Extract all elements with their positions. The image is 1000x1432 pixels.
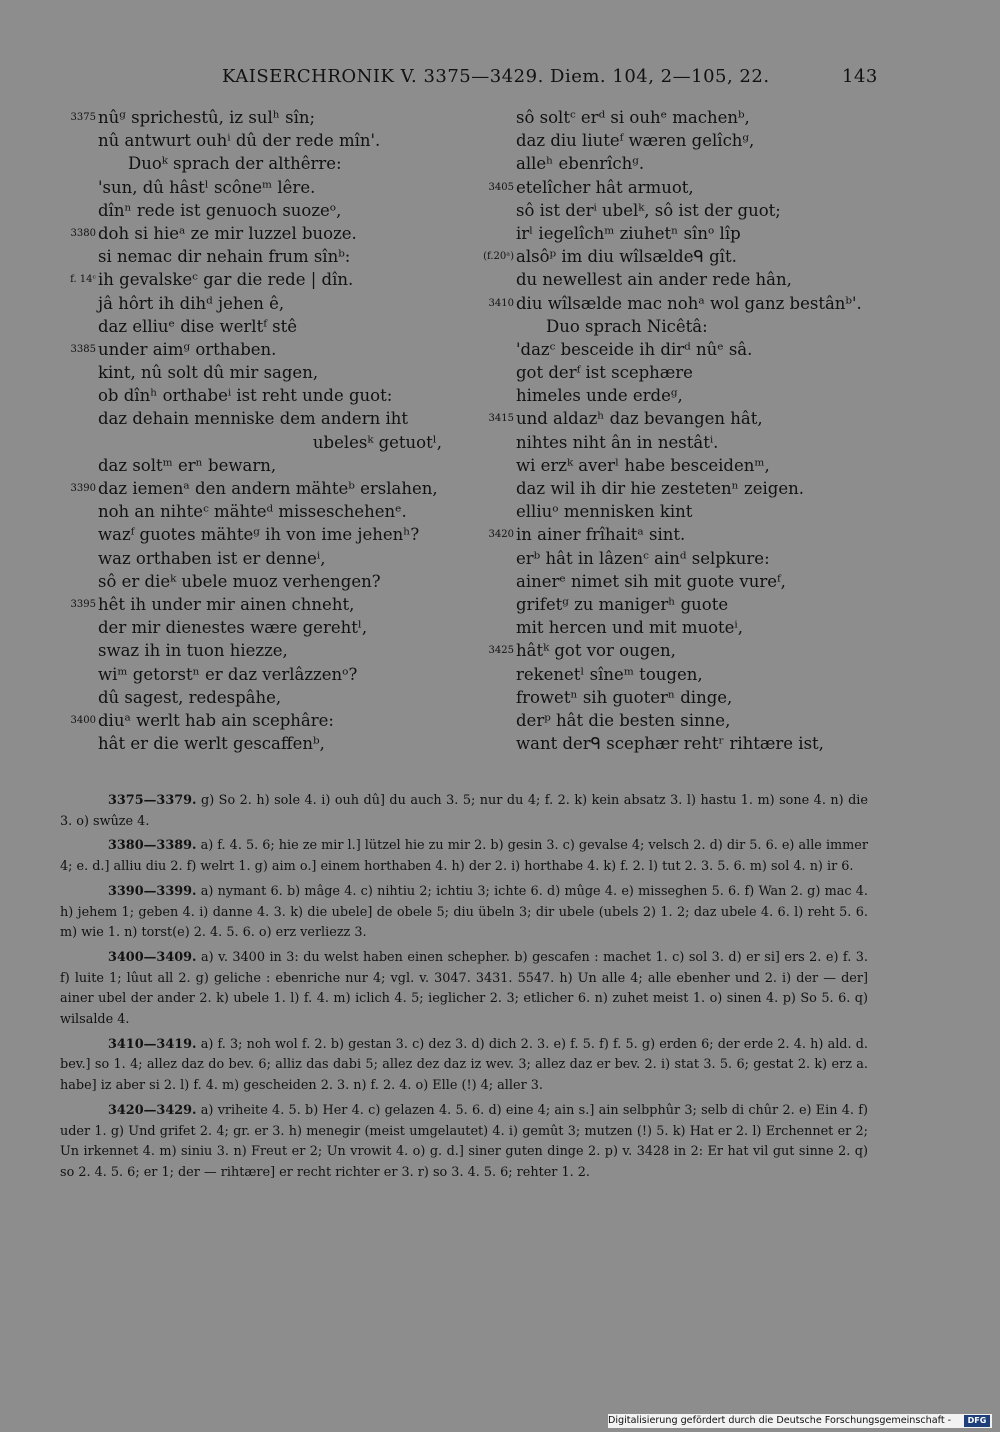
verse-text: du newellest ain ander rede hân, xyxy=(516,270,792,290)
verse-line xyxy=(60,129,470,152)
verse-text: derᵖ hât die besten sinne, xyxy=(516,710,731,730)
verse-text: ob dînʰ orthabeⁱ ist reht unde guot: xyxy=(98,386,393,406)
verse-text: nûᵍ sprichestû, iz sulʰ sîn; xyxy=(98,108,316,127)
verse-line xyxy=(478,639,898,662)
verse-text: wi erzᵏ averˡ habe besceidenᵐ, xyxy=(516,455,770,475)
verse-line xyxy=(60,523,470,546)
running-header xyxy=(0,66,1000,92)
verse-number: f. 14ᶜ xyxy=(70,274,96,286)
verse-text: want derᑫ scephær rehtʳ rihtære ist, xyxy=(516,734,824,754)
verse-text: hât er die werlt gescaffenᵇ, xyxy=(98,734,325,754)
verse-line xyxy=(60,454,470,477)
verse-number: 3385 xyxy=(70,343,96,355)
verse-text: hâtᵏ got vor ougen, xyxy=(516,641,676,661)
verse-text: etelîcher hât armuot, xyxy=(516,177,694,197)
verse-number: 3400 xyxy=(70,714,96,726)
right-verse-column xyxy=(478,106,898,755)
note-text: a) v. 3400 in 3: du welst haben einen schepher. b) gescafen : machet 1. c) sol 3. d) er si] ers 2. e) f. 3. f) luite 1; lûut all 2. g) geliche : ebenriche nur 4; vgl. v. 3047. 3431. 5547. h) Un alle 4; alle ebenher und 2. i) der — der] ainer ubel der ander 2. k) ubele 1. l) f. 4. m) iclich 4. 5; ieglicher 2. 3; etlicher 6. n) zuhet meist 1. o) sinen 4. p) So 5. 6. q) wilsalde 4. xyxy=(60,949,868,1028)
apparatus-note xyxy=(60,882,868,944)
verse-line xyxy=(478,129,898,152)
apparatus-note xyxy=(60,1101,868,1184)
verse-line xyxy=(478,732,898,755)
verse-line xyxy=(478,268,898,291)
verse-number: 3405 xyxy=(488,181,514,193)
verse-line xyxy=(478,686,898,709)
dfg-logo: DFG xyxy=(964,1415,990,1427)
verse-line xyxy=(60,616,470,639)
verse-line xyxy=(478,338,898,361)
verse-text: alleʰ ebenrîchᵍ. xyxy=(516,154,645,174)
apparatus-note xyxy=(60,791,868,832)
verse-line xyxy=(60,500,470,523)
verse-number: 3425 xyxy=(488,645,514,657)
note-verse-range: 3400—3409. xyxy=(108,949,197,965)
verse-number: 3395 xyxy=(70,598,96,610)
note-verse-range: 3390—3399. xyxy=(108,883,197,899)
verse-text: diu wîlsælde mac nohᵃ wol ganz bestânᵇ'. xyxy=(516,293,862,313)
verse-line xyxy=(60,152,470,175)
verse-line xyxy=(478,292,898,315)
verse-text: sô er dieᵏ ubele muoz verhengen? xyxy=(98,571,381,591)
verse-line xyxy=(60,245,470,268)
note-verse-range: 3380—3389. xyxy=(108,838,197,854)
verse-number: 3410 xyxy=(488,297,514,309)
verse-line xyxy=(60,663,470,686)
verse-text: erᵇ hât in lâzenᶜ ainᵈ selpkure: xyxy=(516,548,770,568)
page-number: 143 xyxy=(842,66,878,87)
verse-number: 3375 xyxy=(70,112,96,123)
verse-line xyxy=(478,315,898,338)
critical-apparatus xyxy=(60,791,868,1188)
note-verse-range: 3410—3419. xyxy=(108,1036,197,1052)
verse-text: 'dazᶜ besceide ih dirᵈ nûᵉ sâ. xyxy=(516,339,753,359)
verse-text: der mir dienestes wære gerehtˡ, xyxy=(98,618,368,638)
verse-line xyxy=(60,106,470,129)
apparatus-note xyxy=(60,948,868,1031)
verse-line xyxy=(478,176,898,199)
verse-line xyxy=(478,199,898,222)
verse-line xyxy=(60,477,470,500)
verse-text: hêt ih under mir ainen chneht, xyxy=(98,594,355,614)
verse-text: swaz ih in tuon hiezze, xyxy=(98,641,288,661)
verse-text: grifetᵍ zu manigerʰ guote xyxy=(516,594,729,614)
verse-line xyxy=(60,338,470,361)
verse-line xyxy=(478,477,898,500)
verse-line xyxy=(478,500,898,523)
verse-text: daz diu liuteᶠ wæren gelîchᵍ, xyxy=(516,131,755,151)
footer-text: Digitalisierung gefördert durch die Deutsche Forschungsgemeinschaft - xyxy=(608,1415,952,1426)
verse-text: ainerᵉ nimet sih mit guote vureᶠ, xyxy=(516,571,786,591)
verse-text: ih gevalskeᶜ gar die rede | dîn. xyxy=(98,270,354,290)
verse-line xyxy=(60,361,470,384)
verse-text: mit hercen und mit muoteⁱ, xyxy=(516,618,743,638)
left-verse-column xyxy=(60,106,470,755)
verse-text: diuᵃ werlt hab ain scephâre: xyxy=(98,710,334,730)
verse-line xyxy=(478,663,898,686)
verse-line xyxy=(60,315,470,338)
verse-line xyxy=(478,106,898,129)
apparatus-note xyxy=(60,836,868,877)
verse-text: kint, nû solt dû mir sagen, xyxy=(98,363,319,383)
verse-text: sô soltᶜ erᵈ si ouhᵉ machenᵇ, xyxy=(516,108,750,127)
verse-line xyxy=(60,268,470,291)
verse-text: wazᶠ guotes mähteᵍ ih von ime jehenʰ? xyxy=(98,525,420,545)
verse-text: nû antwurt ouhⁱ dû der rede mîn'. xyxy=(98,131,381,151)
verse-text: daz soltᵐ erⁿ bewarn, xyxy=(98,455,277,475)
verse-text: daz wil ih dir hie zestetenⁿ zeigen. xyxy=(516,479,804,498)
verse-text: daz iemenᵃ den andern mähteᵇ erslahen, xyxy=(98,479,438,498)
verse-line xyxy=(60,570,470,593)
verse-line xyxy=(60,222,470,245)
verse-text: dînⁿ rede ist genuoch suozeᵒ, xyxy=(98,200,342,220)
note-text: a) f. 3; noh wol f. 2. b) gestan 3. c) dez 3. d) dich 2. 3. e) f. 5. f) f. 5. g) erden 6; der erde 2. 4. h) ald. d. bev.] so 1. 4; allez daz do bev. 6; alliz das dabi 5; allez dez daz iz wev. 3; allez daz er bev. 2. i) stat 3. 5. 6; gestat 2. k) erz a. habe] iz aber si 2. l) f. 4. m) gescheiden 2. 3. n) f. 2. 4. o) Elle (!) 4; aller 3. xyxy=(60,1036,868,1094)
verse-text: nihtes niht ân in nestâtⁱ. xyxy=(516,432,719,452)
verse-text: noh an nihteᶜ mähteᵈ misseschehenᵉ. xyxy=(98,502,407,522)
verse-line xyxy=(478,709,898,732)
verse-text: daz dehain menniske dem andern iht xyxy=(98,409,408,429)
verse-line xyxy=(478,454,898,477)
verse-text: doh si hieᵃ ze mir luzzel buoze. xyxy=(98,223,357,243)
verse-line xyxy=(478,616,898,639)
verse-text: waz orthaben ist er denneⁱ, xyxy=(98,548,326,568)
verse-line xyxy=(60,593,470,616)
verse-number: 3380 xyxy=(70,227,96,239)
note-text: a) f. 4. 5. 6; hie ze mir l.] lützel hie zu mir 2. b) gesin 3. c) gevalse 4; velsch 2. d) dir 5. 6. e) alle immer 4; e. d.] alliu diu 2. f) welrt 1. g) aim o.] einem horthaben 4. h) der 2. i) horthabe 4. k) f. 2. l) tut 2. 3. 5. 6. m) sol 4. n) ir 6. xyxy=(60,838,868,875)
footer-credit xyxy=(608,1414,992,1428)
running-title: KAISERCHRONIK V. 3375—3429. Diem. 104, 2—105, 22. xyxy=(222,66,770,87)
note-verse-range: 3375—3379. xyxy=(108,793,197,808)
verse-text: und aldazʰ daz bevangen hât, xyxy=(516,409,763,429)
verse-line xyxy=(60,547,470,570)
verse-text: rekenetˡ sîneᵐ tougen, xyxy=(516,664,703,684)
verse-text: under aimᵍ orthaben. xyxy=(98,339,277,359)
verse-text: Duoᵏ sprach der althêrre: xyxy=(128,154,342,174)
verse-text: daz elliuᵉ dise werltᶠ stê xyxy=(98,316,297,336)
verse-line xyxy=(478,222,898,245)
verse-line xyxy=(478,593,898,616)
verse-line xyxy=(60,292,470,315)
verse-line xyxy=(60,407,470,430)
verse-line xyxy=(60,639,470,662)
verse-line xyxy=(60,686,470,709)
verse-text: si nemac dir nehain frum sînᵇ: xyxy=(98,247,351,267)
verse-number: 3420 xyxy=(488,529,514,541)
verse-line xyxy=(60,199,470,222)
verse-text: dû sagest, redespâhe, xyxy=(98,687,282,707)
verse-line xyxy=(60,431,470,454)
verse-line xyxy=(478,547,898,570)
verse-line xyxy=(60,732,470,755)
verse-text: in ainer frîhaitᵃ sint. xyxy=(516,525,686,545)
verse-text: ubelesᵏ getuotˡ, xyxy=(312,432,442,452)
note-text: a) nymant 6. b) mâge 4. c) nihtiu 2; ichtiu 3; ichte 6. d) mûge 4. e) misseghen 5. 6. f) Wan 2. g) mac 4. h) jehem 1; geben 4. i) danne 4. 3. k) die ubele] de obele 5; diu übeln 3; dir ubele (ubels 2) 1. 2; daz ubele 4. 6. l) reht 5. 6. m) wie 1. n) torst(e) 2. 4. 5. 6. o) erz verliezz 3. xyxy=(60,883,868,941)
verse-number: 3390 xyxy=(70,483,96,494)
verse-text: 'sun, dû hâstˡ scôneᵐ lêre. xyxy=(98,177,316,197)
verse-text: elliuᵒ mennisken kint xyxy=(516,502,693,522)
verse-text: sô ist derⁱ ubelᵏ, sô ist der guot; xyxy=(516,200,781,220)
verse-text: jâ hôrt ih dihᵈ jehen ê, xyxy=(98,293,285,313)
note-verse-range: 3420—3429. xyxy=(108,1102,197,1118)
verse-text: irˡ iegelîchᵐ ziuhetⁿ sînᵒ lîp xyxy=(516,223,741,243)
note-text: a) vriheite 4. 5. b) Her 4. c) gelazen 4. 5. 6. d) eine 4; ain s.] ain selbphûr 3; selb di chûr 2. e) Ein 4. f) uder 1. g) Und grifet 2. 4; gr. er 3. h) menegir (meist umgelautet) 4. i) gemût 3; mutzen (!) 5. k) Hat er 2. l) Erchennet er 2; Un irkennet 4. m) siniu 3. n) Freut er 2; Un vrowit 4. o) g. d.] siner guten dinge 2. p) v. 3428 in 2: Er hat vil gut sinne 2. q) so 2. 4. 5. 6; er 1; der — rihtære] er recht richter er 3. r) so 3. 4. 5. 6; rehter 1. 2. xyxy=(60,1102,868,1180)
verse-line xyxy=(478,570,898,593)
verse-text: Duo sprach Nicêtâ: xyxy=(546,316,708,336)
verse-text: himeles unde erdeᵍ, xyxy=(516,386,683,406)
verse-line xyxy=(60,709,470,732)
note-text: g) So 2. h) sole 4. i) ouh dû] du auch 3. 5; nur du 4; f. 2. k) kein absatz 3. l) hastu 1. m) sone 4. n) die 3. o) swûze 4. xyxy=(60,793,868,829)
verse-line xyxy=(478,384,898,407)
verse-number: 3415 xyxy=(488,413,514,425)
verse-line xyxy=(478,361,898,384)
verse-text: frowetⁿ sih guoterⁿ dinge, xyxy=(516,687,733,707)
verse-line xyxy=(60,384,470,407)
verse-line xyxy=(478,407,898,430)
verse-text: alsôᵖ im diu wîlsældeᑫ gît. xyxy=(516,247,737,267)
verse-line xyxy=(60,176,470,199)
verse-text: wiᵐ getorstⁿ er daz verlâzzenᵒ? xyxy=(98,664,358,684)
verse-text: got derᶠ ist scephære xyxy=(516,363,693,383)
verse-number: (f.20ᵃ) xyxy=(483,251,514,263)
verse-line xyxy=(478,245,898,268)
apparatus-note xyxy=(60,1035,868,1097)
verse-line xyxy=(478,431,898,454)
verse-line xyxy=(478,523,898,546)
verse-line xyxy=(478,152,898,175)
